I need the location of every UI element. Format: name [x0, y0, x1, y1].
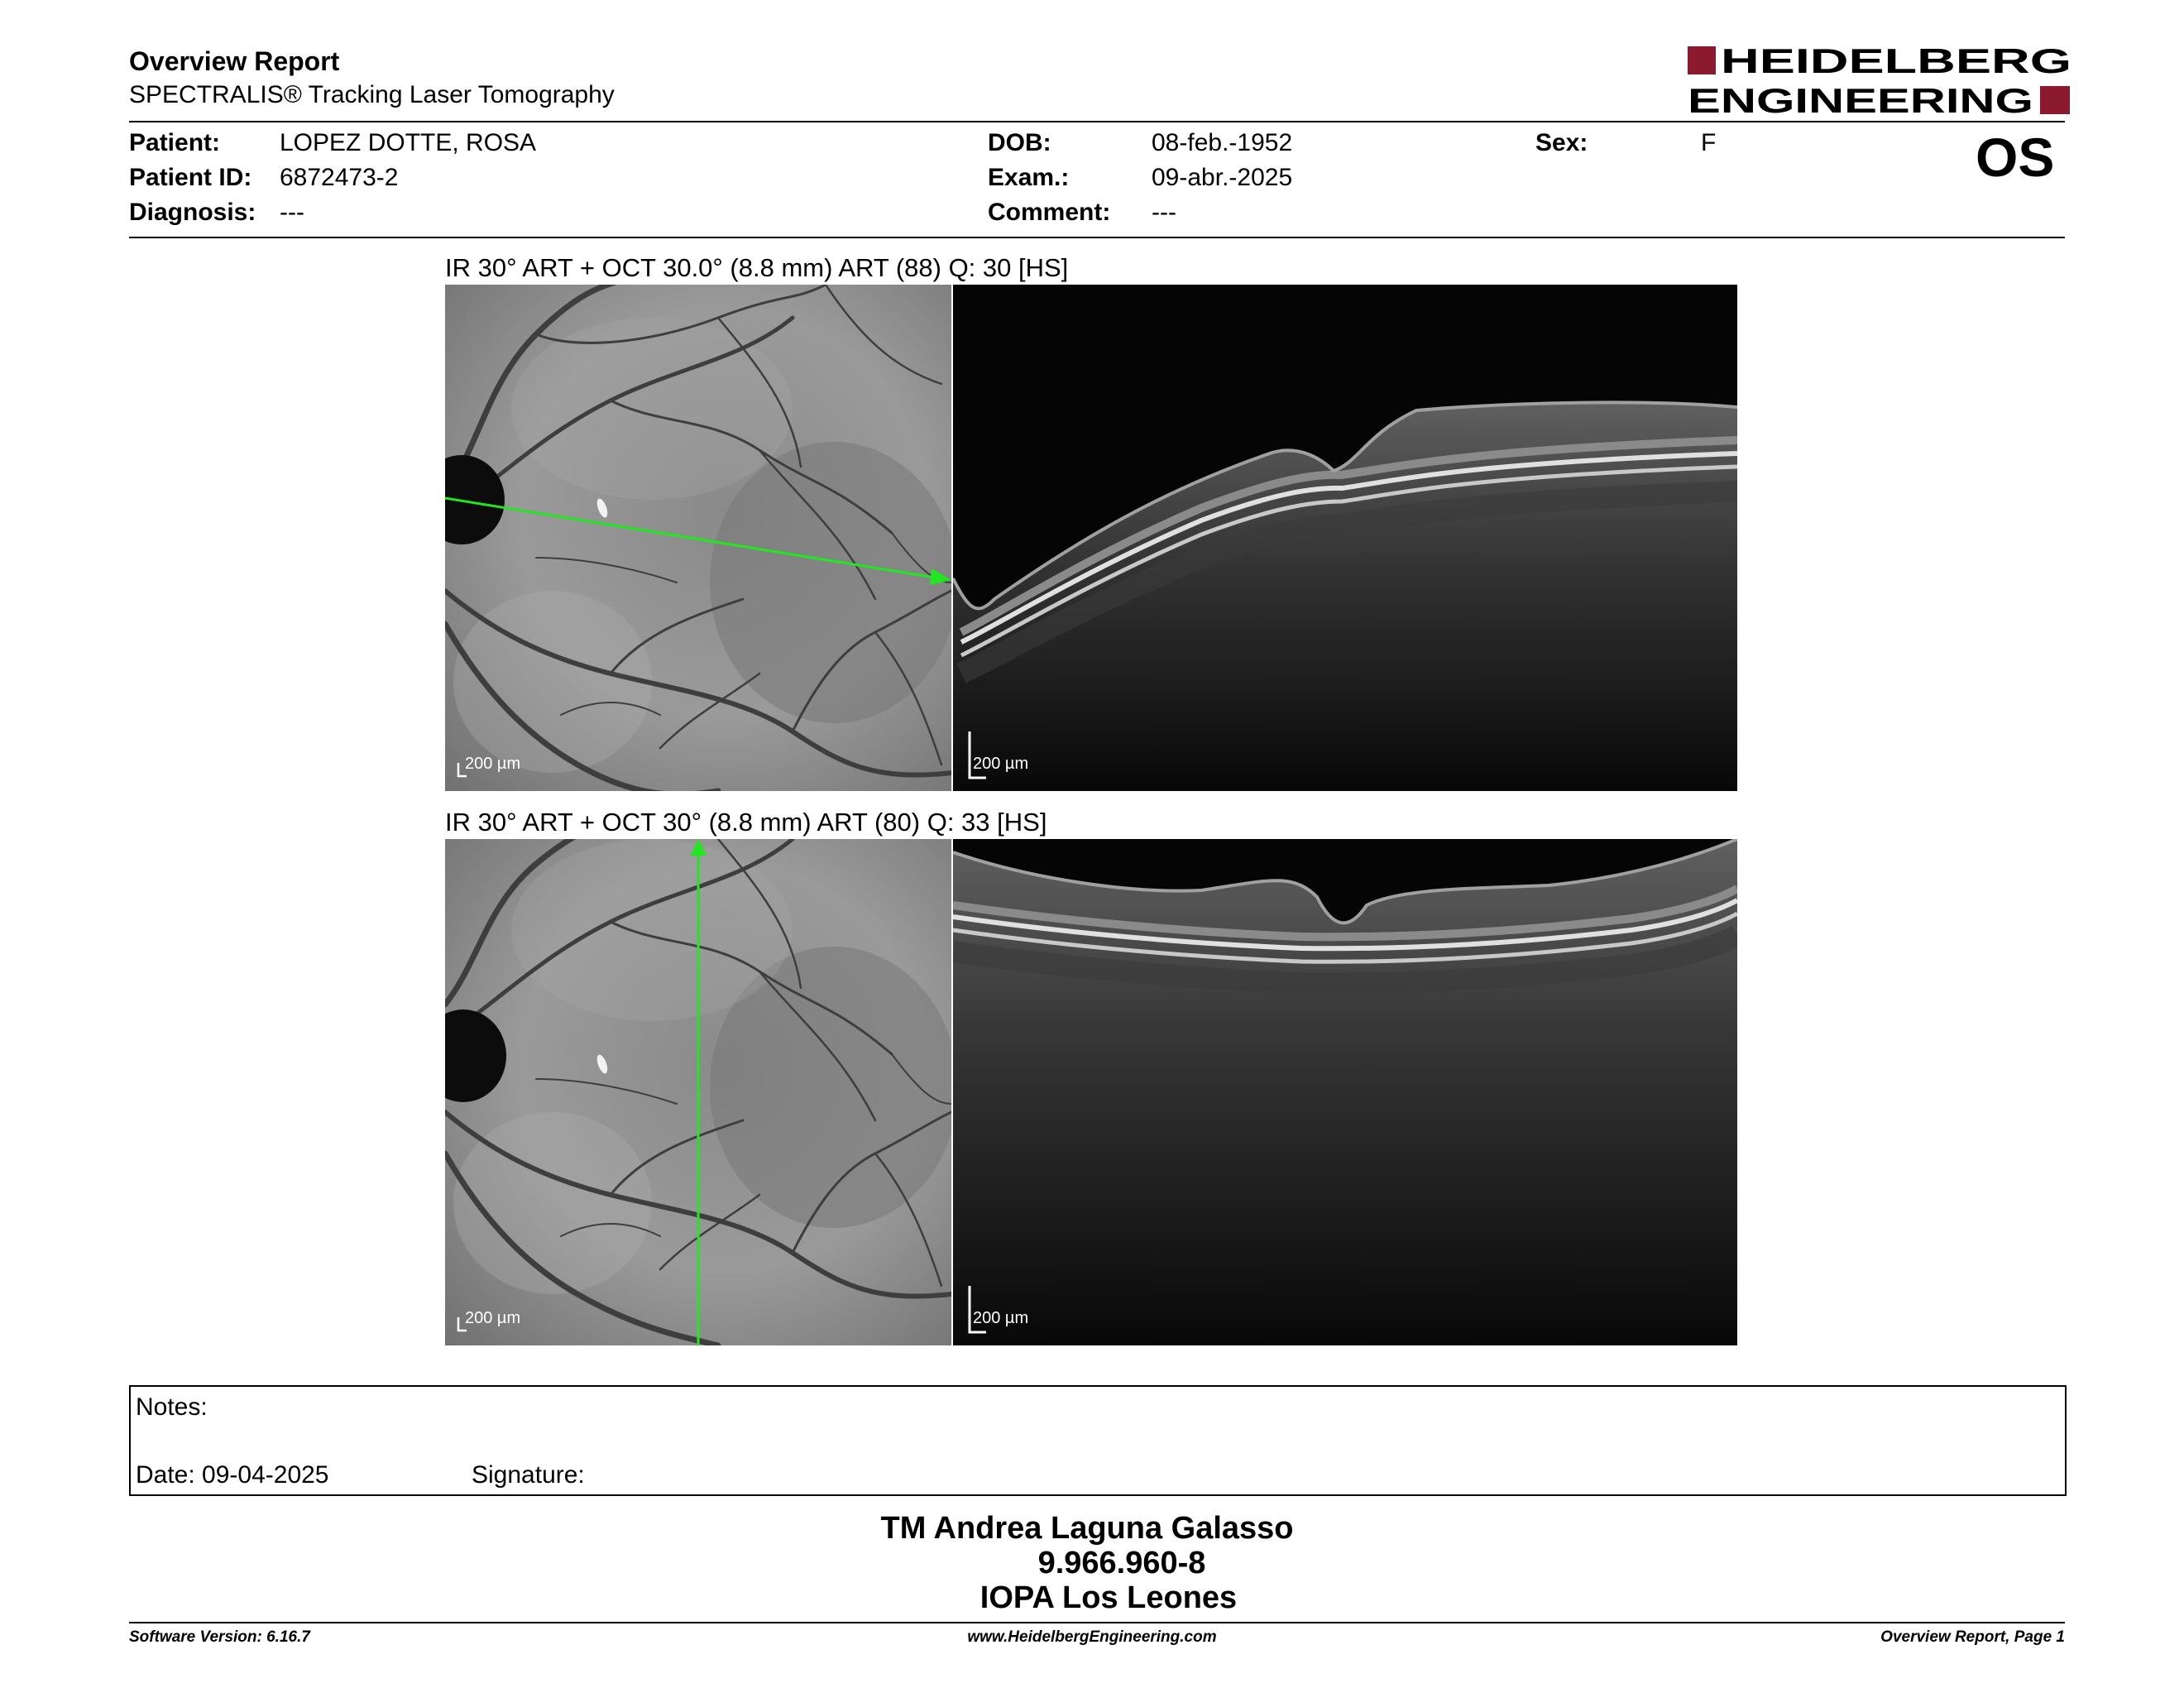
dob-value: 08-feb.-1952 [1152, 129, 1293, 156]
scan-2-oct-bscan[interactable] [953, 839, 1737, 1345]
notes-label: Notes: [136, 1393, 208, 1421]
logo-line1: HEIDELBERG [1721, 43, 2071, 80]
diagnosis-label: Diagnosis: [129, 199, 256, 226]
patient-id: 6872473-2 [280, 164, 399, 191]
scan-2-oct-scale: 200 µm [973, 1309, 1029, 1327]
report-title: Overview Report [129, 46, 340, 76]
patient-divider [129, 237, 2065, 238]
scan-1-oct-scale: 200 µm [973, 755, 1029, 773]
patient-id-label: Patient ID: [129, 164, 252, 191]
scan-1-fundus-image[interactable] [445, 285, 951, 791]
scan-1-title: IR 30° ART + OCT 30.0° (8.8 mm) ART (88) Q: 30 [HS] [445, 253, 1069, 282]
sex-label: Sex: [1535, 129, 1588, 156]
patient-label: Patient: [129, 129, 221, 156]
signatory-institution: IOPA Los Leones [979, 1580, 1238, 1615]
website-link[interactable]: www.HeidelbergEngineering.com [967, 1628, 1217, 1646]
comment-label: Comment: [988, 199, 1111, 226]
software-version: Software Version: 6.16.7 [129, 1628, 310, 1646]
signatory-name: TM Andrea Laguna Galasso [880, 1511, 1294, 1546]
footer-divider [129, 1622, 2065, 1623]
exam-value: 09-abr.-2025 [1152, 164, 1293, 191]
header-divider [129, 121, 2065, 122]
logo-line2: ENGINEERING [1688, 81, 2033, 117]
heidelberg-logo [1688, 43, 2071, 117]
scan-2-fundus-image[interactable] [445, 839, 951, 1345]
page-indicator: Overview Report, Page 1 [1880, 1628, 2065, 1646]
notes-box [129, 1385, 2067, 1496]
scan-2-title: IR 30° ART + OCT 30° (8.8 mm) ART (80) Q: 33 [HS] [445, 808, 1047, 837]
date-label: Date: 09-04-2025 [136, 1461, 329, 1489]
comment-value: --- [1152, 199, 1176, 226]
scan-1-fundus-scale: 200 µm [465, 755, 521, 773]
report-subtitle: SPECTRALIS® Tracking Laser Tomography [129, 81, 615, 108]
patient-name: LOPEZ DOTTE, ROSA [280, 129, 537, 156]
signature-label: Signature: [472, 1461, 585, 1489]
signatory-id: 9.966.960-8 [1037, 1546, 1206, 1580]
scan-1-oct-bscan[interactable] [953, 285, 1737, 791]
logo-square-bottom [2040, 86, 2070, 114]
scan-2-fundus-scale: 200 µm [465, 1309, 521, 1327]
sex-value: F [1701, 129, 1717, 156]
logo-square-top [1688, 46, 1716, 74]
exam-label: Exam.: [988, 164, 1070, 191]
dob-label: DOB: [988, 129, 1051, 156]
diagnosis-value: --- [280, 199, 304, 226]
eye-indicator: OS [1976, 127, 2055, 188]
